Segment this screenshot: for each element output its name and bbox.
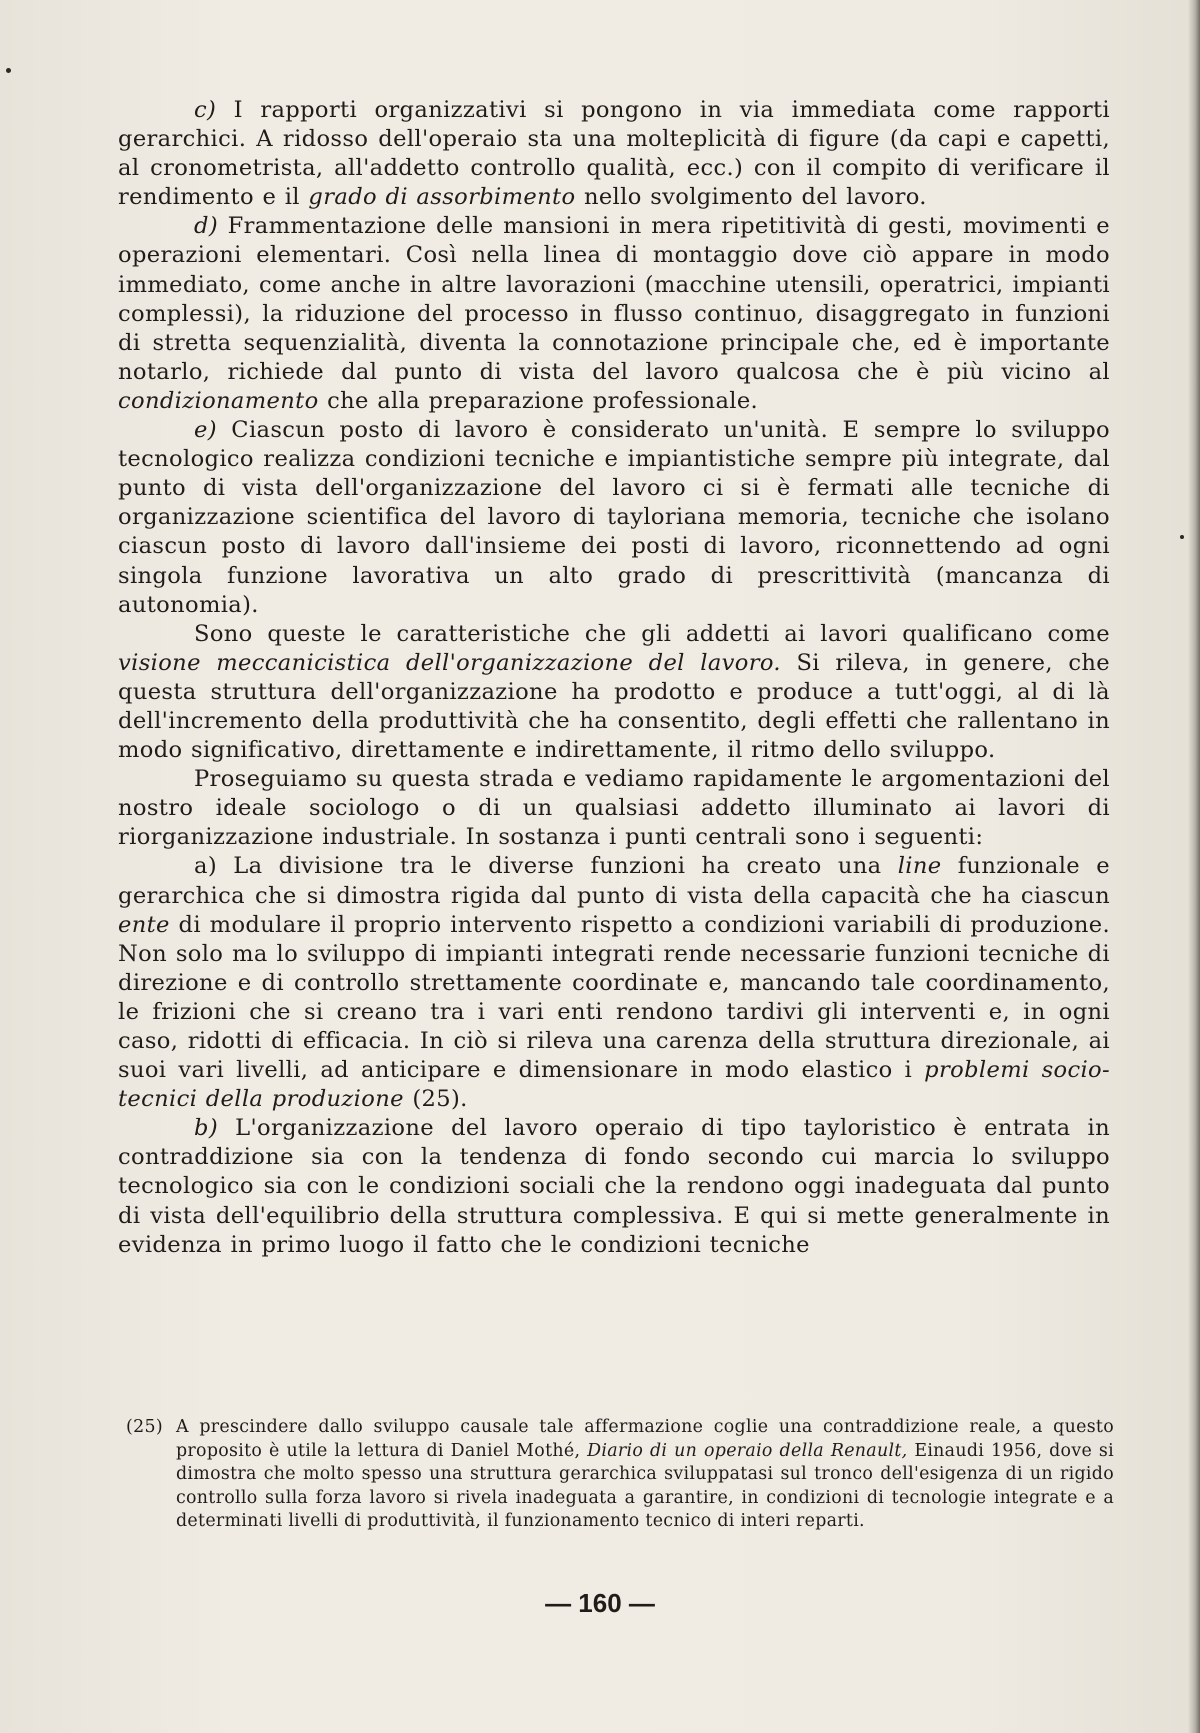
emphasis-text: ente (118, 911, 170, 938)
paragraph (118, 212, 1110, 416)
footnote-number: (25) (126, 1417, 163, 1437)
list-marker: c) (194, 97, 217, 123)
list-marker: e) (194, 417, 217, 444)
paragraph (118, 765, 1110, 852)
paragraph (118, 620, 1110, 765)
text-segment: a) La divisione tra le diverse funzioni ha creato una (194, 853, 898, 880)
emphasis-text: problemi socio-tecnici della produzione (118, 1057, 1110, 1113)
text-segment: nello svolgimento del lavoro. (575, 184, 927, 211)
footnotes (126, 1416, 1114, 1534)
list-marker: d) (194, 213, 218, 240)
footnote-body (176, 1416, 1114, 1534)
emphasis-text: line (897, 853, 942, 880)
text-segment: Ciascun posto di lavoro è considerato un'unità. E sempre lo sviluppo tecnologico realizza condizioni tecniche e impiantistiche sempre più integrate, dal punto di vista dell'organizzazione del lavoro ci si è fermati alle tecniche di organizzazione scientifica del lavoro di tayloriana memoria, tecniche che isolano ciascun posto di lavoro dall'insieme dei posti di lavoro, riconnettendo ad ogni singola funzione lavorativa un alto grado di prescrittività (mancanza di autonomia). (118, 417, 1110, 618)
emphasis-text: Diario di un operaio della Renault, (587, 1440, 908, 1461)
text-segment: I rapporti organizzativi si pongono in via immediata come rapporti gerarchici. A ridosso dell'operaio sta una molteplicità di figure (da capi e capetti, al cronometrista, all'addetto controllo qualità, ecc.) con il compito di verificare il rendimento e il (118, 97, 1110, 211)
paragraph (118, 96, 1110, 212)
paragraph (118, 852, 1110, 1114)
text-segment: che alla preparazione professionale. (318, 387, 759, 414)
paragraph (118, 416, 1110, 620)
text-segment: A prescindere dallo sviluppo causale tale affermazione coglie una contraddizione reale, a questo proposito è utile la lettura di Daniel Mothé, (176, 1417, 1114, 1461)
text-segment: L'organizzazione del lavoro operaio di tipo tayloristico è entrata in contraddizione sia con la tendenza di fondo secondo cui marcia lo sviluppo tecnologico sia con le condizioni sociali che la rendono oggi inadeguata dal punto di vista dell'equilibrio della struttura complessiva. E qui si mette generalmente in evidenza in primo luogo il fatto che le condizioni tecniche (118, 1115, 1110, 1258)
footnote (126, 1416, 1114, 1534)
speck (6, 68, 11, 73)
text-segment: di modulare il proprio intervento rispetto a condizioni variabili di produzione. Non solo ma lo sviluppo di impianti integrati rende necessarie funzioni tecniche di direzione e di controllo strettamente coordinate e, mancando tale coordinamento, le frizioni che si creano tra i vari enti rendono tardivi gli interventi e, in ogni caso, ridotti di efficacia. In ciò si rileva una carenza della struttura direzionale, ai suoi vari livelli, ad anticipare e dimensionare in modo elastico i (118, 911, 1110, 1084)
text-segment: Sono queste le caratteristiche che gli addetti ai lavori qualificano come (194, 620, 1110, 647)
emphasis-text: grado di assorbimento (308, 184, 576, 211)
text-segment: (25). (403, 1086, 468, 1113)
text-segment: Proseguiamo su questa strada e vediamo rapidamente le argomentazioni del nostro ideale sociologo o di un qualsiasi addetto illuminato ai lavori di riorganizzazione industriale. In sostanza i punti centrali sono i seguenti: (118, 766, 1110, 851)
paragraph (118, 1114, 1110, 1259)
emphasis-text: condizionamento (118, 387, 319, 414)
emphasis-text: visione meccanicistica dell'organizzazione del lavoro. (118, 649, 781, 676)
text-segment: Si rileva, in genere, che questa struttura dell'organizzazione ha prodotto e produce a tutt'oggi, al di là dell'incremento della produttività che ha consentito, degli effetti che rallentano in modo significativo, direttamente e indirettamente, il ritmo dello sviluppo. (118, 649, 1111, 764)
page-number: — 160 — (545, 1588, 655, 1618)
main-text (118, 96, 1110, 1260)
text-segment: Einaudi 1956, dove si dimostra che molto spesso una struttura gerarchica sviluppatasi sul tronco dell'esigenza di un rigido controllo sulla forza lavoro si rivela inadeguata a garantire, in condizioni di tecnologie integrate e a determinati livelli di produttività, il funzionamento tecnico di interi reparti. (176, 1440, 1114, 1532)
text-segment: Frammentazione delle mansioni in mera ripetitività di gesti, movimenti e operazioni elementari. Così nella linea di montaggio dove ciò appare in modo immediato, come anche in altre lavorazioni (macchine utensili, operatrici, impianti complessi), la riduzione del processo in flusso continuo, disaggregato in funzioni di stretta sequenzialità, diventa la connotazione principale che, ed è importante notarlo, richiede dal punto di vista del lavoro qualcosa che è più vicino al (118, 213, 1110, 385)
speck (1180, 535, 1184, 539)
list-marker: b) (194, 1115, 218, 1142)
binding-edge-shadow (1188, 0, 1200, 1733)
text-segment: funzionale e gerarchica che si dimostra rigida dal punto di vista della capacità che ha ciascun (118, 853, 1110, 909)
